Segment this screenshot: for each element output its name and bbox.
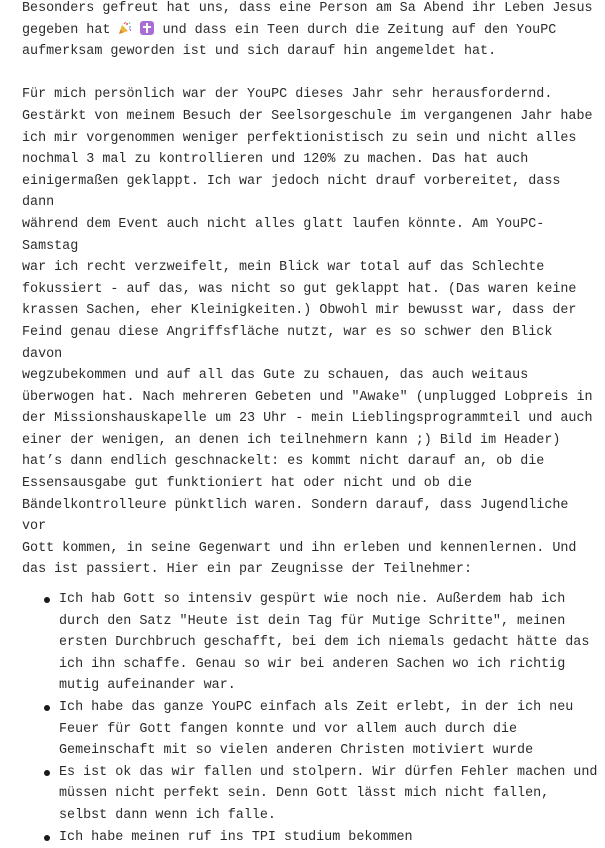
- text-line: Für mich persönlich war der YouPC dieses Jahr sehr herausfordernd.: [22, 87, 553, 103]
- text-line: ersten Durchbruch geschafft, bei dem ich niemals gedacht hätte das: [59, 635, 590, 651]
- list-item: [22, 589, 598, 697]
- party-popper-icon: [118, 21, 132, 35]
- text-line: krassen Sachen, eher Kleinigkeiten.) Obwohl mir bewusst war, dass der: [22, 303, 577, 319]
- text-line: war ich recht verzweifelt, mein Blick war total auf das Schlechte: [22, 260, 545, 276]
- list-item: [22, 697, 598, 762]
- text-line: wegzubekommen und auf all das Gute zu schauen, das auch weitaus: [22, 368, 529, 384]
- text-line: ich ihn schaffe. Genau so wir bei anderen Sachen wo ich richtig: [59, 656, 566, 672]
- list-item: [22, 827, 598, 848]
- text-line: Gott kommen, in seine Gegenwart und ihn erleben und kennenlernen. Und: [22, 540, 577, 556]
- main-paragraph: [22, 84, 598, 581]
- text-line: Ich hab Gott so intensiv gespürt wie noch nie. Außerdem hab ich: [59, 592, 566, 608]
- text-line: das ist passiert. Hier ein par Zeugnisse der Teilnehmer:: [22, 562, 472, 578]
- text-line: gegeben hat: [22, 22, 119, 38]
- latin-cross-icon: [140, 21, 154, 35]
- list-item: [22, 762, 598, 827]
- text-line: Feuer für Gott fangen konnte und vor allem auch durch die: [59, 721, 518, 737]
- paragraph-spacer: [22, 63, 598, 85]
- text-line: hat’s dann endlich geschnackelt: es kommt nicht darauf an, ob die: [22, 454, 545, 470]
- text-line: Gemeinschaft mit so vielen anderen Christen motiviert wurde: [59, 743, 534, 759]
- text-line: Besonders gefreut hat uns, dass eine Person am Sa Abend ihr Leben Jesus: [22, 1, 593, 16]
- text-line: ich mir vorgenommen weniger perfektionistisch zu sein und nicht alles: [22, 130, 577, 146]
- intro-paragraph: [22, 0, 598, 63]
- text-line: überwogen hat. Nach mehreren Gebeten und "Awake" (unplugged Lobpreis in: [22, 389, 593, 405]
- text-line: müssen nicht perfekt sein. Denn Gott lässt mich nicht fallen,: [59, 786, 550, 802]
- article-body: [22, 0, 598, 848]
- paragraph-spacer: [22, 581, 598, 589]
- testimonial-list: [22, 589, 598, 848]
- text-line: Essensausgabe gut funktioniert hat oder nicht und ob die: [22, 476, 472, 492]
- text-line: Ich habe das ganze YouPC einfach als Zeit erlebt, in der ich neu: [59, 700, 574, 715]
- text-line: nochmal 3 mal zu kontrollieren und 120% zu machen. Das hat auch: [22, 152, 529, 168]
- text-line: Bändelkontrolleure pünktlich waren. Sondern darauf, dass Jugendliche vor: [22, 497, 569, 535]
- text-line: aufmerksam geworden ist und sich darauf hin angemeldet hat.: [22, 44, 497, 60]
- text-line: Ich habe meinen ruf ins TPI studium bekommen: [59, 829, 413, 845]
- text-line: einer der wenigen, an denen ich teilnehmern kann ;) Bild im Header): [22, 432, 561, 448]
- text-line: einigermaßen geklappt. Ich war jedoch nicht drauf vorbereitet, dass dann: [22, 173, 561, 211]
- text-line: und dass ein Teen durch die Zeitung auf den YouPC: [154, 22, 557, 38]
- text-line: Es ist ok das wir fallen und stolpern. Wir dürfen Fehler machen und: [59, 764, 598, 780]
- text-line: durch den Satz "Heute ist dein Tag für Mutige Schritte", meinen: [59, 613, 566, 629]
- text-line: selbst dann wenn ich falle.: [59, 807, 276, 823]
- text-line: mutig aufeinander war.: [59, 678, 236, 694]
- text-line: der Missionshauskapelle um 23 Uhr - mein Lieblingsprogrammteil und auch: [22, 411, 593, 427]
- text-line: während dem Event auch nicht alles glatt laufen könnte. Am YouPC-Samstag: [22, 216, 545, 254]
- text-line: fokussiert - auf das, was nicht so gut geklappt hat. (Das waren keine: [22, 281, 577, 297]
- text-line: Gestärkt von meinem Besuch der Seelsorgeschule im vergangenen Jahr habe: [22, 108, 593, 124]
- text-line: Feind genau diese Angriffsfläche nutzt, war es so schwer den Blick davon: [22, 324, 553, 362]
